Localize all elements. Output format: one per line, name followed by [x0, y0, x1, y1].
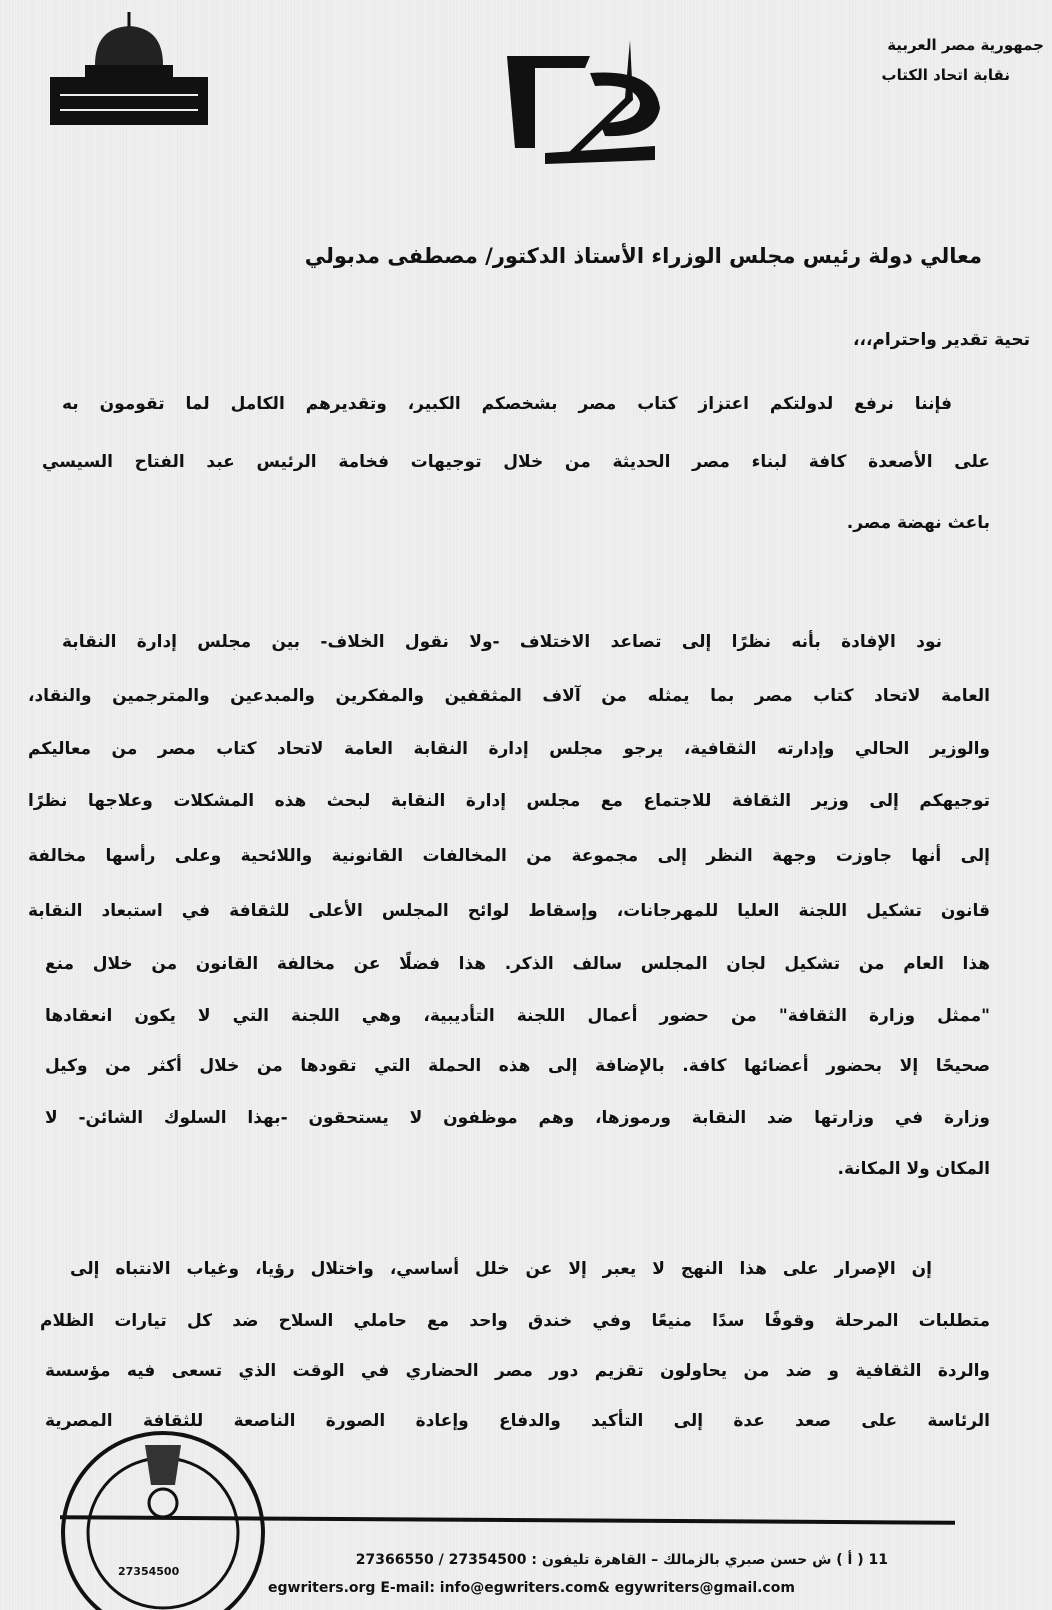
- text-line: العامة لاتحاد كتاب مصر بما يمثله من آلاف المثقفين والمفكرين والمبدعين والمترجمين والنقاد،: [28, 686, 990, 706]
- text-line: هذا العام من تشكيل لجان المجلس سالف الذكر. هذا فضلًا عن مخالفة القانون من خلال منع: [45, 954, 990, 974]
- greeting: تحية تقدير واحترام،،،: [853, 330, 1030, 350]
- letterhead-country: جمهورية مصر العربية: [887, 36, 1044, 54]
- text-line: "ممثل وزارة الثقافة" من حضور أعمال اللجنة التأديبية، وهي اللجنة التي لا يكون انعقادها: [45, 1006, 990, 1026]
- text-line: باعث نهضة مصر.: [846, 513, 990, 533]
- text-line: متطلبات المرحلة وقوفًا سدًا منيعًا وفي خندق واحد مع حاملي السلاح ضد كل تيارات الظلام: [40, 1311, 990, 1331]
- footer-address: 11 ( أ ) ش حسن صبري بالزمالك – القاهرة تليفون : 27354500 / 27366550: [355, 1552, 888, 1568]
- text-line: الرئاسة على صعد عدة إلى التأكيد والدفاع وإعادة الصورة الناصعة للثقافة المصرية: [45, 1411, 990, 1431]
- text-line: إلى أنها جاوزت وجهة النظر إلى مجموعة من المخالفات القانونية واللائحية وعلى رأسها مخالفة: [28, 846, 990, 866]
- text-line: توجيهكم إلى وزير الثقافة للاجتماع مع مجلس إدارة النقابة لبحث هذه المشكلات وعلاجها نظرًا: [28, 791, 990, 811]
- text-line: إن الإصرار على هذا النهج لا يعبر إلا عن خلل أساسي، واختلال رؤيا، وغياب الانتباه إلى: [70, 1259, 932, 1279]
- text-line: صحيحًا إلا بحضور أعضائها كافة. بالإضافة إلى هذه الحملة التي تقودها من خلال أكثر من وكيل: [45, 1056, 990, 1076]
- footer-web-email: egwriters.org E-mail: info@egwriters.com& egywriters@gmail.com: [268, 1580, 795, 1596]
- letterhead-organization: نقابة اتحاد الكتاب: [881, 66, 1010, 84]
- text-line: والردة الثقافية و ضد من يحاولون تقزيم دور مصر الحضاري في الوقت الذي تسعى فيه مؤسسة: [45, 1361, 990, 1381]
- text-line: قانون تشكيل اللجنة العليا للمهرجانات، وإسقاط لوائح المجلس الأعلى للثقافة في استبعاد النقابة: [28, 901, 990, 921]
- text-line: نود الإفادة بأنه نظرًا إلى تصاعد الاختلاف -ولا نقول الخلاف- بين مجلس إدارة النقابة: [62, 632, 942, 652]
- text-line: على الأصعدة كافة لبناء مصر الحديثة من خلال توجيهات فخامة الرئيس عبد الفتاح السيسي: [42, 452, 990, 472]
- text-line: والوزير الحالي وإدارته الثقافية، يرجو مجلس إدارة النقابة العامة لاتحاد كتاب مصر من معاليكم: [28, 739, 990, 759]
- text-line: المكان ولا المكانة.: [837, 1159, 990, 1179]
- official-stamp: [55, 1425, 275, 1610]
- addressee: معالي دولة رئيس مجلس الوزراء الأستاذ الدكتور/ مصطفى مدبولي: [304, 244, 982, 268]
- text-line: فإننا نرفع لدولتكم اعتزاز كتاب مصر بشخصكم الكبير، وتقديرهم الكامل لما تقومون به: [62, 394, 952, 414]
- dome-of-the-rock-logo: [45, 10, 213, 128]
- text-line: وزارة في وزارتها ضد النقابة ورموزها، وهم موظفون لا يستحقون -بهذا السلوك الشائن- لا: [45, 1108, 990, 1128]
- writers-union-logo: [505, 38, 670, 166]
- stamp-number: 27354500: [118, 1565, 180, 1578]
